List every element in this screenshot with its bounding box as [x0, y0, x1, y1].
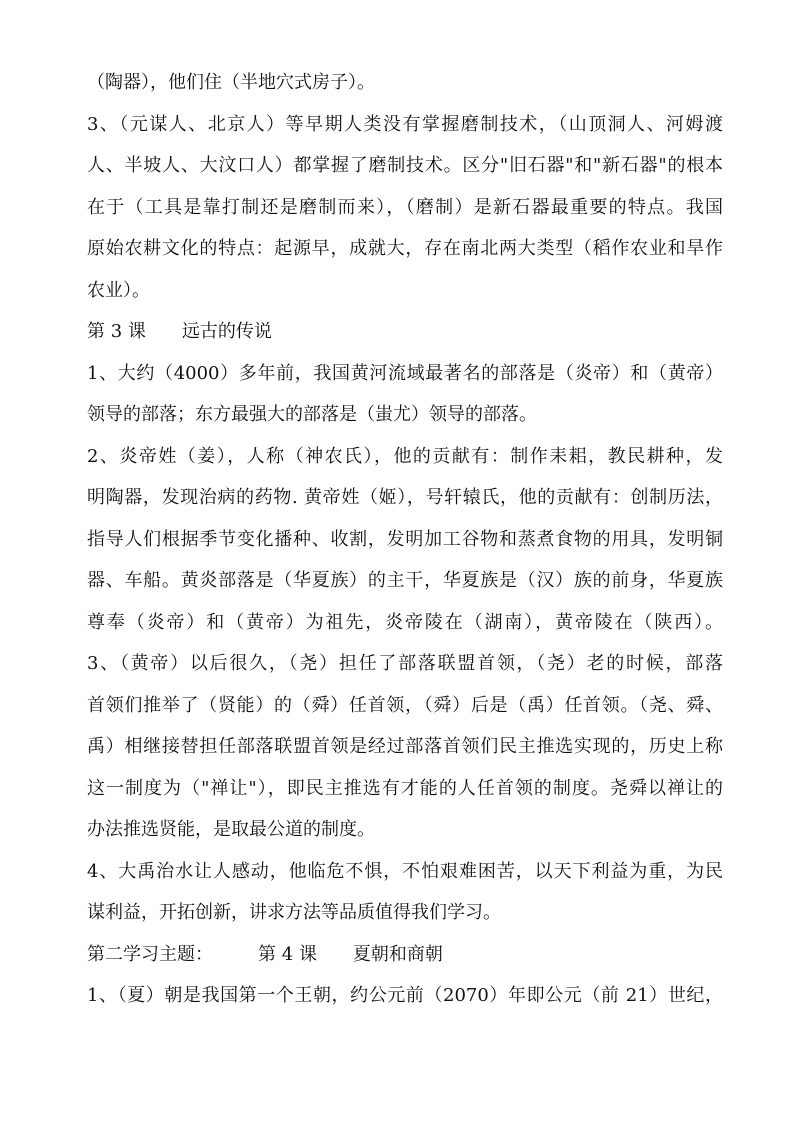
text-line: 4、大禹治水让人感动，他临危不惧，不怕艰难困苦，以天下利益为重，为民	[87, 860, 723, 882]
lesson-heading: 第 3 课 远古的传说	[87, 321, 272, 342]
document-page	[87, 62, 723, 1017]
text-line: 1、（夏）朝是我国第一个王朝，约公元前（2070）年即公元（前 21）世纪，	[87, 985, 723, 1006]
text-line: 1、大约（4000）多年前，我国黄河流域最著名的部落是（炎帝）和（黄帝）	[87, 362, 723, 384]
text-line: 明陶器，发现治病的药物. 黄帝姓（姬），号轩辕氏，他的贡献有：创制历法，	[87, 487, 723, 508]
text-line: 2、炎帝姓（姜），人称（神农氏），他的贡献有：制作耒耜，教民耕种，发	[87, 445, 723, 467]
text-line: 领导的部落；东方最强大的部落是（蚩尤）领导的部落。	[87, 404, 537, 425]
text-line: 原始农耕文化的特点：起源早，成就大，存在南北两大类型（稻作农业和旱作	[87, 238, 723, 259]
text-line: （陶器），他们住（半地穴式房子）。	[87, 72, 375, 93]
text-line: 3、（黄帝）以后很久，（尧）担任了部落联盟首领，（尧）老的时候，部落	[87, 653, 723, 674]
text-line: 首领们推举了（贤能）的（舜）任首领，（舜）后是（禹）任首领。（尧、舜、	[87, 694, 723, 716]
text-line: 这一制度为（"禅让"），即民主推选有才能的人任首领的制度。尧舜以禅让的	[87, 777, 723, 799]
text-line: 器、车船。黄炎部落是（华夏族）的主干，华夏族是（汉）族的前身，华夏族	[87, 570, 723, 591]
text-line: 农业）。	[87, 279, 150, 301]
text-line: 尊奉（炎帝）和（黄帝）为祖先，炎帝陵在（湖南），黄帝陵在（陕西）。	[87, 611, 723, 633]
section-heading: 第二学习主题： 第 4 课 夏朝和商朝	[87, 943, 443, 965]
text-line: 禹）相继接替担任部落联盟首领是经过部落首领们民主推选实现的，历史上称	[87, 736, 723, 757]
text-line: 谋利益，开拓创新，讲求方法等品质值得我们学习。	[87, 902, 501, 923]
text-line: 在于（工具是靠打制还是磨制而来），（磨制）是新石器最重要的特点。我国	[87, 196, 723, 218]
text-line: 3、（元谋人、北京人）等早期人类没有掌握磨制技术，（山顶洞人、河姆渡	[87, 113, 723, 135]
text-line: 办法推选贤能，是取最公道的制度。	[87, 819, 375, 840]
text-line: 指导人们根据季节变化播种、收割，发明加工谷物和蒸煮食物的用具，发明铜	[87, 528, 723, 550]
text-line: 人、半坡人、大汶口人）都掌握了磨制技术。区分"旧石器"和"新石器"的根本	[87, 155, 723, 176]
